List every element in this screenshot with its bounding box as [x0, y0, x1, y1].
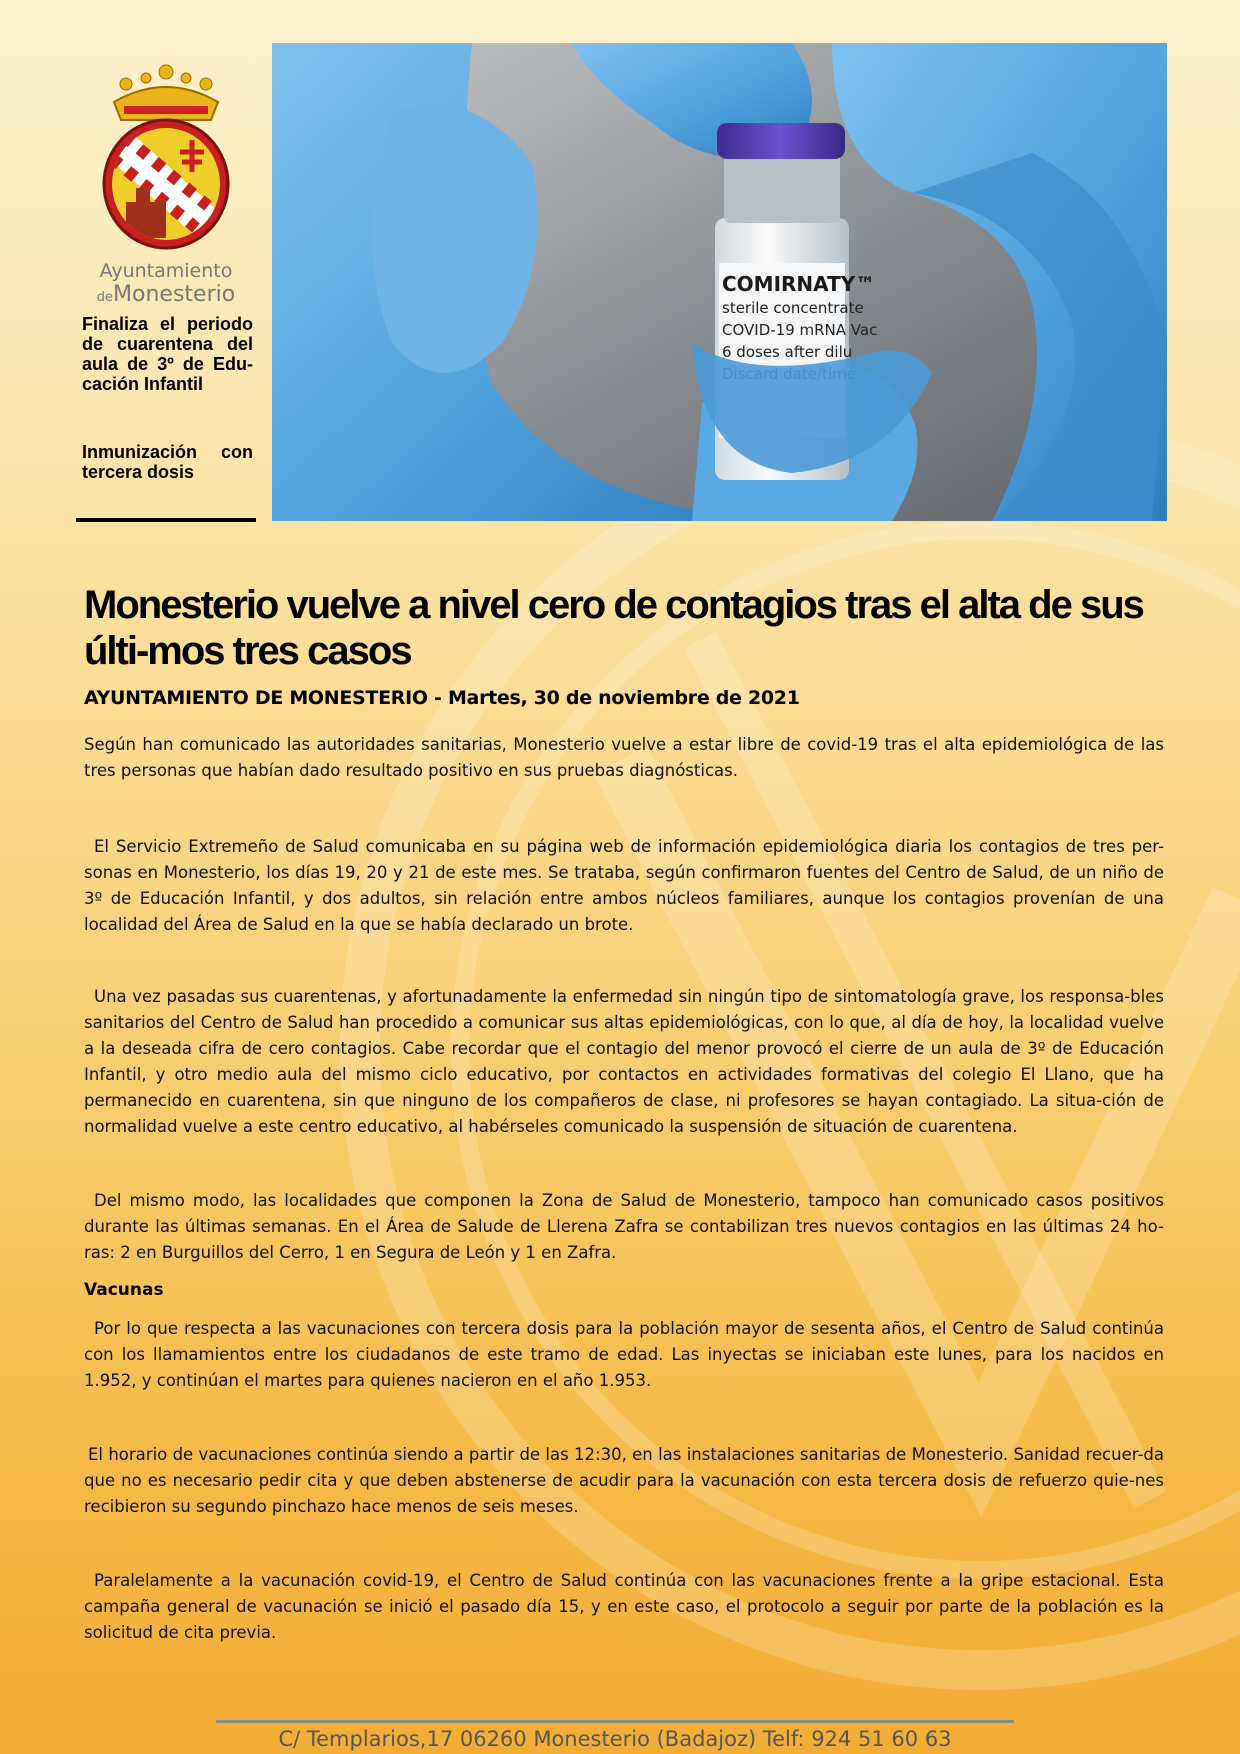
vial-label-3: COVID-19 mRNA Vac: [722, 321, 878, 339]
paragraph-2: El Servicio Extremeño de Salud comunicaba en su página web de información epidemiológica diaria los contagios de tres per-sonas en Monesterio, los días 19, 20 y 21 de este mes. Se trataba, según confirmaron fuentes del Centro de Salud, de un niño de 3º de Educación Infantil, y dos adultos, sin relación entre ambos núcleos familiares, aunque los contagios provenían de una localidad del Área de Salud en la que se había declarado un brote.: [84, 837, 1164, 934]
sidebar-divider: [76, 518, 256, 522]
crown-icon: [114, 65, 218, 120]
paragraph-3: Una vez pasadas sus cuarentenas, y afortunadamente la enfermedad sin ningún tipo de sintomatología grave, los responsa-bles sanitarios del Centro de Salud han procedido a comunicar sus altas epidemiológicas, con lo que, al día de hoy, la localidad vuelve a la deseada cifra de cero contagios. Cabe recordar que el contagio del menor provocó el cierre de un aula de 3º de Educación Infantil, y otro medio aula del mismo ciclo educativo, por contactos en actividades formativas del colegio El Llano, que ha permanecido en cuarentena, sin que ninguno de los compañeros de clase, ni profesores se hayan contagiado. La situa-ción de normalidad vuelve a este centro educativo, al habérseles comunicado la suspensión de situación de cuarentena.: [84, 987, 1164, 1136]
vial-label-1: COMIRNATY™: [722, 272, 876, 296]
paragraph-4: Del mismo modo, las localidades que componen la Zona de Salud de Monesterio, tampoco han comunicado casos positivos durante las últimas semanas. En el Área de Salude de Llerena Zafra se contabilizan tres nuevos contagios en las últimas 24 ho-ras: 2 en Burguillos del Cerro, 1 en Segura de León y 1 en Zafra.: [84, 1191, 1164, 1262]
logo-line-2: deMonesterio: [96, 282, 236, 307]
section-heading-vacunas: Vacunas: [84, 1280, 164, 1300]
paragraph-7: Paralelamente a la vacunación covid-19, el Centro de Salud continúa con las vacunaciones frente a la gripe estacional. Esta campaña general de vacunación se inició el pasado día 15, y en este caso, el protocolo a seguir por parte de la población es la solicitud de cita previa.: [84, 1571, 1164, 1642]
logo-wordmark: [80, 262, 252, 306]
paragraph-1: Según han comunicado las autoridades sanitarias, Monesterio vuelve a estar libre de covid-19 tras el alta epidemiológica de las tres personas que habían dado resultado positivo en sus pruebas diagnósticas.: [84, 735, 1164, 780]
sidebar-link-quarantine[interactable]: Finaliza el periodo de cuarentena del aula de 3º de Edu-cación Infantil: [82, 314, 253, 394]
logo-line-1: Ayuntamiento: [99, 260, 233, 282]
vaccine-vial-photo: [272, 43, 1167, 521]
vial-label-2: sterile concentrate: [722, 299, 864, 317]
article-headline: Monesterio vuelve a nivel cero de contagios tras el alta de sus últi-mos tres casos: [84, 583, 1143, 673]
footer-address: C/ Templarios,17 06260 Monesterio (Badajoz) Telf: 924 51 60 63: [278, 1727, 952, 1751]
paragraph-5: Por lo que respecta a las vacunaciones con tercera dosis para la población mayor de sesenta años, el Centro de Salud continúa con los llamamientos entre los ciudadanos de este tramo de edad. Las inyectas se iniciaban este lunes, para los nacidos en 1.952, y continúan el martes para quienes nacieron en el año 1.953.: [84, 1319, 1164, 1390]
paragraph-6: El horario de vacunaciones continúa siendo a partir de las 12:30, en las instalaciones sanitarias de Monesterio. Sanidad recuer-da que no es necesario pedir cita y que deben abstenerse de acudir para la vacunación con esta tercera dosis de refuerzo quie-nes recibieron su segundo pinchazo hace menos de seis meses.: [84, 1445, 1164, 1516]
sidebar-link-third-dose[interactable]: Inmunización con tercera dosis: [82, 442, 253, 482]
coat-of-arms-logo: [96, 62, 236, 252]
article-byline: AYUNTAMIENTO DE MONESTERIO - Martes, 30 de noviembre de 2021: [84, 687, 800, 709]
footer-divider: [216, 1720, 1014, 1723]
vial-label-4: 6 doses after dilu: [722, 343, 853, 361]
